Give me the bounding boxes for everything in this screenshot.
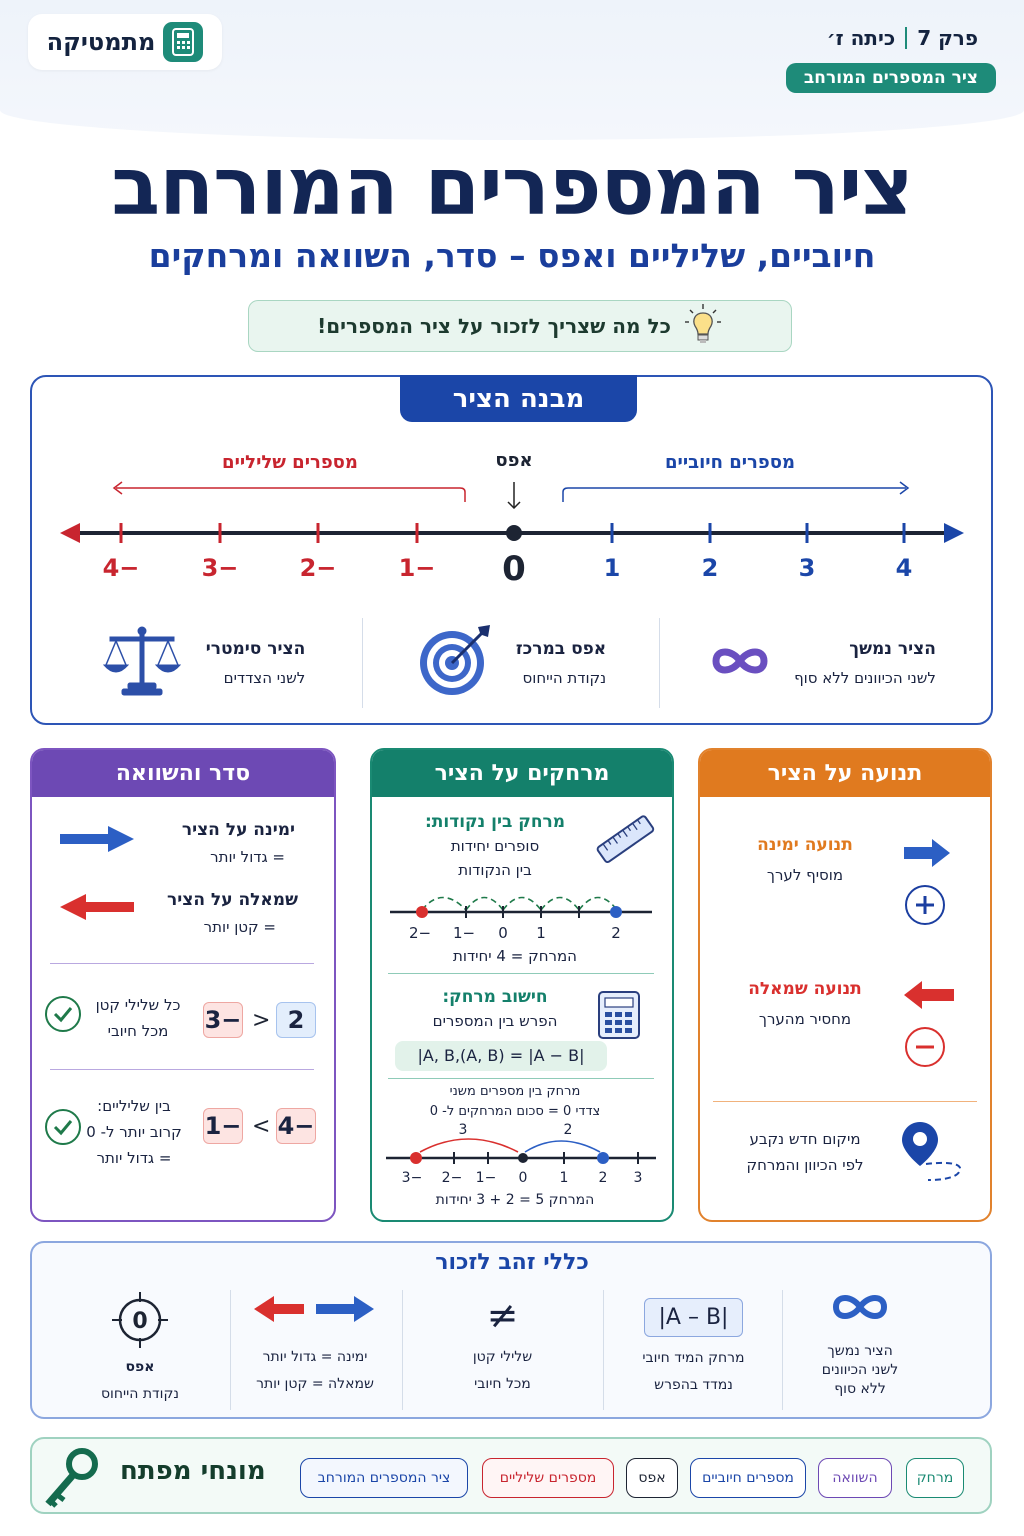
- page-subtitle: חיוביים, שליליים ואפס – סדר, השוואה ומרחקים: [148, 236, 876, 275]
- golden-rules-title: כללי זהב לזכור: [435, 1250, 589, 1275]
- svg-text:−3: −3: [201, 554, 239, 582]
- divider: [782, 1290, 783, 1410]
- arrow-right-icon: [58, 824, 138, 854]
- ruler-icon: [595, 810, 657, 870]
- page-title: ציר המספרים המורחב: [111, 140, 913, 233]
- divider: [50, 1069, 314, 1070]
- distance-result-1: המרחק = 4 יחידות: [453, 947, 577, 965]
- abs-value-icon: |A – B|: [644, 1298, 744, 1337]
- infinity-icon: [708, 644, 772, 682]
- brand-logo: [28, 14, 222, 70]
- rule-infinite: הציר נמשך לשני הכיוונים ללא סוף: [785, 1290, 935, 1410]
- svg-text:2: 2: [598, 1170, 608, 1186]
- not-equal-icon: ≠: [486, 1293, 519, 1337]
- new-location-text: מיקום חדש נקבע לפי הכיוון והמרחק: [746, 1130, 864, 1174]
- greater-than-sign: >: [252, 1114, 271, 1139]
- svg-text:2: 2: [701, 554, 719, 582]
- arrow-left-icon: [58, 892, 138, 922]
- number-box: −3: [203, 1002, 243, 1038]
- chapter-info: [827, 26, 978, 50]
- svg-text:4: 4: [895, 554, 913, 582]
- rule-distance: |A – B| מרחק המיד חיובי נמדד בהפרש: [606, 1290, 781, 1410]
- svg-text:1: 1: [536, 924, 546, 942]
- distance-calc-text: חישוב מרחק: הפרש בין המספרים: [432, 987, 558, 1030]
- move-right-text: תנועה ימינה מוסיף לערך: [757, 835, 853, 884]
- divider: [713, 1101, 977, 1102]
- arrow-left-icon: [902, 980, 956, 1010]
- infinity-icon: [828, 1290, 892, 1324]
- svg-text:−2: −2: [441, 1170, 463, 1186]
- move-left-text: תנועה שמאלה מחסיר מהערך: [748, 979, 862, 1028]
- example2-note: בין שליליים: קרוב יותר ל- 0 = גדול יותר: [86, 1097, 182, 1167]
- target-icon: [418, 623, 494, 703]
- distance-number-line-1: [380, 880, 670, 945]
- number-box: 2: [276, 1002, 316, 1038]
- brand-name: מתמטיקה: [46, 28, 156, 56]
- opposite-sides-text: מרחק בין מספרים משני צדדי 0 = סכום המרחקים ל- 0: [429, 1084, 601, 1119]
- svg-text:−1: −1: [475, 1170, 497, 1186]
- svg-text:−2: −2: [408, 924, 432, 942]
- term-chip-positive[interactable]: מספרים חיוביים: [690, 1458, 806, 1498]
- number-box: −4: [276, 1108, 316, 1144]
- svg-text:1: 1: [559, 1170, 569, 1186]
- less-than-sign: <: [252, 1008, 271, 1033]
- lightbulb-icon: [683, 302, 723, 351]
- distance-formula: |A, B,(A, B) = |A − B|: [395, 1041, 607, 1071]
- divider: [905, 27, 907, 49]
- main-number-line: [0, 470, 1024, 600]
- svg-text:3: 3: [633, 1170, 643, 1186]
- plus-circle-icon: [904, 884, 946, 926]
- svg-text:−2: −2: [299, 554, 337, 582]
- feature-symmetric: הציר סימטרי לשני הצדדים: [45, 618, 360, 708]
- distance-number-line-2: [380, 1120, 670, 1190]
- divider: [362, 618, 363, 708]
- divider: [230, 1290, 231, 1410]
- arrows-icon: [250, 1290, 380, 1330]
- feature-continuous: הציר נמשך לשני הכיוונים ללא סוף: [662, 618, 982, 708]
- divider: [388, 973, 654, 974]
- zero-label: אפס: [495, 450, 533, 471]
- divider: [603, 1290, 604, 1410]
- movement-card-title: תנועה על הציר: [700, 750, 990, 797]
- tip-text: כל מה שצריך לזכור על ציר המספרים!: [317, 314, 671, 338]
- distance-card-title: מרחקים על הציר: [372, 750, 672, 797]
- check-circle-icon: [44, 995, 82, 1033]
- term-chip-negative[interactable]: מספרים שליליים: [482, 1458, 614, 1498]
- divider: [388, 1078, 654, 1079]
- right-greater-text: ימינה על הציר = גדול יותר: [181, 820, 295, 866]
- term-chip-comparison[interactable]: השוואה: [818, 1458, 892, 1498]
- check-circle-icon: [44, 1108, 82, 1146]
- svg-text:−1: −1: [398, 554, 436, 582]
- svg-text:0: 0: [502, 549, 526, 589]
- svg-text:0: 0: [132, 1309, 148, 1334]
- svg-text:−3: −3: [401, 1170, 423, 1186]
- calculator-icon: [597, 990, 641, 1040]
- term-chip-distance[interactable]: מרחק: [906, 1458, 964, 1498]
- structure-card-title: מבנה הציר: [400, 375, 637, 422]
- key-icon: [40, 1446, 100, 1510]
- minus-circle-icon: [904, 1026, 946, 1068]
- svg-text:−1: −1: [452, 924, 476, 942]
- rule-zero: 0 אפס נקודת הייחוס: [60, 1290, 220, 1410]
- calculator-icon: [163, 22, 203, 62]
- divider: [50, 963, 314, 964]
- key-terms-title: מונחי מפתח: [120, 1456, 266, 1486]
- svg-text:2: 2: [611, 924, 621, 942]
- order-card-title: סדר והשוואה: [32, 750, 334, 797]
- negative-numbers-label: מספרים שליליים: [222, 452, 358, 473]
- positive-numbers-label: מספרים חיוביים: [665, 452, 795, 473]
- svg-text:0: 0: [518, 1170, 528, 1186]
- divider: [402, 1290, 403, 1410]
- svg-text:3: 3: [458, 1122, 468, 1138]
- svg-text:3: 3: [798, 554, 816, 582]
- tick-label: −4: [102, 554, 140, 582]
- topic-badge: ציר המספרים המורחב: [786, 63, 996, 93]
- location-pin-icon: [900, 1120, 964, 1190]
- distance-result-2: המרחק 5 = 2 + 3 יחידות: [435, 1192, 595, 1208]
- svg-text:0: 0: [498, 924, 508, 942]
- tip-banner: [248, 300, 792, 352]
- left-smaller-text: שמאלה על הציר = קטן יותר: [167, 890, 298, 936]
- arrow-right-icon: [902, 838, 952, 868]
- rule-direction: ימינה = גדול יותר שמאלה = קטן יותר: [230, 1290, 400, 1410]
- feature-zero-center: אפס במרכז נקודת הייחוס: [365, 618, 659, 708]
- svg-text:1: 1: [603, 554, 621, 582]
- distance-points-text: מרחק בין נקודות: סופרים יחידות בין הנקודות: [424, 812, 566, 879]
- term-chip-zero[interactable]: אפס: [626, 1458, 678, 1498]
- chapter-number: פרק 7: [917, 26, 978, 50]
- grade-label: כיתה ז׳: [826, 26, 896, 50]
- svg-text:2: 2: [563, 1122, 573, 1138]
- rule-negative-smaller: ≠ שלילי קטן מכל חיובי: [405, 1290, 600, 1410]
- number-box: −1: [203, 1108, 243, 1144]
- crosshair-zero-icon: [110, 1290, 170, 1350]
- scale-icon: [100, 625, 184, 701]
- divider: [659, 618, 660, 708]
- example1-note: כל שלילי קטן מכל חיובי: [95, 996, 181, 1040]
- term-chip-number-line[interactable]: ציר המספרים המורחב: [300, 1458, 468, 1498]
